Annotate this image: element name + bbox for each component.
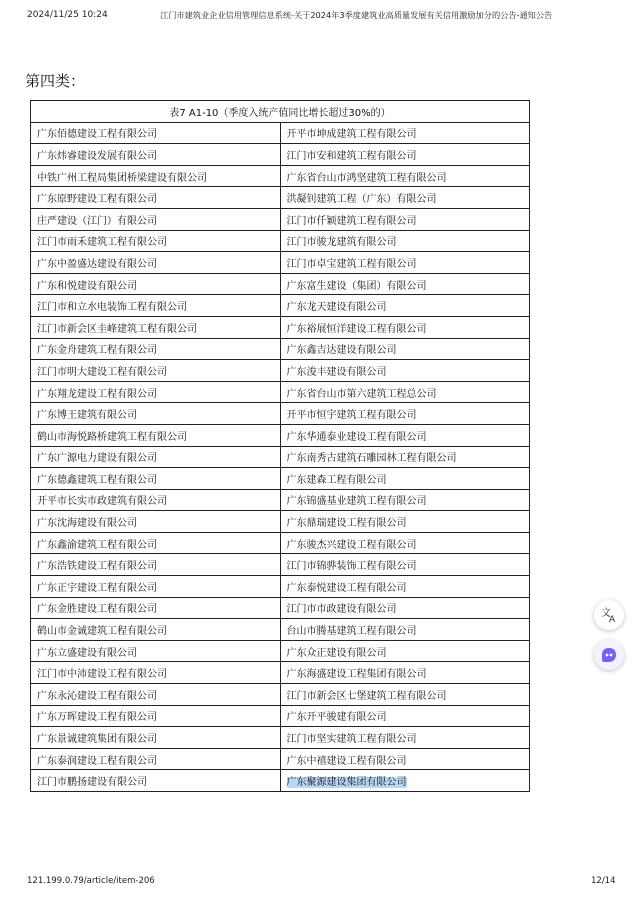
company-name: 开平市坤成建筑工程有限公司: [286, 129, 417, 141]
table-row: [31, 230, 530, 252]
company-name: 广东和悦建设有限公司: [37, 280, 137, 292]
company-cell-right: [280, 360, 530, 382]
company-cell-left: [31, 144, 281, 166]
company-name: 江门市锦骅装饰工程有限公司: [286, 561, 417, 573]
section-label: 第四类：: [25, 72, 86, 90]
print-footer-page: 12/14: [591, 876, 616, 886]
company-cell-left: [31, 489, 281, 511]
company-cell-left: [31, 316, 281, 338]
company-cell-right: [280, 532, 530, 554]
company-cell-left: [31, 640, 281, 662]
company-name: 江门市仟颖建筑工程有限公司: [286, 215, 417, 227]
company-cell-right: [280, 705, 530, 727]
table-row: [31, 338, 530, 360]
company-cell-left: [31, 338, 281, 360]
company-name: 广东裕展恒洋建设工程有限公司: [286, 323, 427, 335]
company-cell-right: [280, 748, 530, 770]
company-name: 江门市安和建筑工程有限公司: [286, 150, 417, 162]
company-cell-left: [31, 230, 281, 252]
company-name: 江门市市政建设有限公司: [286, 604, 397, 616]
company-cell-right: [280, 381, 530, 403]
table-row: [31, 360, 530, 382]
company-cell-right: [280, 640, 530, 662]
company-name: 广东泰润建设工程有限公司: [37, 755, 157, 767]
company-cell-left: [31, 208, 281, 230]
company-cell-right: [280, 511, 530, 533]
company-name: 开平市恒宇建筑工程有限公司: [286, 410, 417, 422]
company-name: 江门市雨禾建筑工程有限公司: [37, 237, 167, 249]
table-row: [31, 403, 530, 425]
company-cell-right: [280, 597, 530, 619]
table-row: [31, 122, 530, 144]
table-title: 表7 A1-10（季度入统产值同比增长超过30%的）: [31, 101, 530, 123]
company-cell-right: [280, 230, 530, 252]
company-name: 台山市腾基建筑工程有限公司: [286, 626, 417, 638]
table-row: [31, 273, 530, 295]
company-cell-left: [31, 273, 281, 295]
company-name: 江门市中沛建设工程有限公司: [37, 669, 167, 681]
table-row: [31, 511, 530, 533]
company-name: 广东中盈盛达建设有限公司: [37, 258, 157, 270]
company-cell-left: [31, 446, 281, 468]
company-name: 江门市鹏扬建设有限公司: [37, 777, 147, 789]
table-body: [31, 122, 530, 791]
company-cell-right: [280, 554, 530, 576]
table-row: [31, 208, 530, 230]
company-cell-left: [31, 360, 281, 382]
table-row: [31, 770, 530, 792]
company-cell-right: [280, 208, 530, 230]
company-name: 广东泰悦建设工程有限公司: [286, 582, 407, 594]
company-cell-left: [31, 532, 281, 554]
company-name: 广东金胜建设工程有限公司: [37, 604, 157, 616]
company-name: 广东佰德建设工程有限公司: [37, 129, 157, 141]
company-cell-left: [31, 705, 281, 727]
company-name: 广东德鑫建筑工程有限公司: [37, 474, 157, 486]
company-name: 广东沈海建设有限公司: [37, 518, 137, 530]
company-cell-left: [31, 468, 281, 490]
company-name: 广东海盛建设工程集团有限公司: [286, 669, 427, 681]
table-row: [31, 144, 530, 166]
table-row: [31, 684, 530, 706]
company-name: 广东鼎瑞建设工程有限公司: [286, 518, 407, 530]
company-cell-right: [280, 489, 530, 511]
table-row: [31, 619, 530, 641]
table-row: [31, 165, 530, 187]
company-cell-left: [31, 770, 281, 792]
company-name: 广东永沁建设工程有限公司: [37, 690, 157, 702]
print-header-title: 江门市建筑业企业信用管理信息系统-关于2024年3季度建筑业高质量发展有关信用激励加分的公告-通知公告: [160, 10, 553, 20]
assistant-icon: [599, 645, 619, 665]
company-name: 鹤山市海悦路桥建筑工程有限公司: [37, 431, 187, 443]
print-header-date: 2024/11/25 10:24: [27, 10, 108, 20]
company-cell-left: [31, 165, 281, 187]
company-cell-left: [31, 554, 281, 576]
company-name: 广东浩铁建设工程有限公司: [37, 561, 157, 573]
company-name: 中铁广州工程局集团桥梁建设有限公司: [37, 172, 207, 184]
company-name-highlighted: 广东聚源建设集团有限公司: [286, 777, 407, 789]
table-row: [31, 295, 530, 317]
company-cell-right: [280, 252, 530, 274]
company-cell-left: [31, 576, 281, 598]
table-row: [31, 446, 530, 468]
table-row: [31, 597, 530, 619]
company-name: 广东炜睿建设发展有限公司: [37, 150, 157, 162]
company-cell-left: [31, 424, 281, 446]
company-cell-left: [31, 252, 281, 274]
company-cell-left: [31, 597, 281, 619]
table-row: [31, 576, 530, 598]
company-name: 广东金舟建筑工程有限公司: [37, 345, 157, 357]
company-cell-right: [280, 273, 530, 295]
table-row: [31, 489, 530, 511]
table-row: [31, 554, 530, 576]
company-name: 广东富生建设（集团）有限公司: [286, 280, 427, 292]
company-cell-left: [31, 748, 281, 770]
table-row: [31, 187, 530, 209]
table-row: [31, 316, 530, 338]
company-cell-left: [31, 187, 281, 209]
table-row: [31, 705, 530, 727]
company-cell-left: [31, 511, 281, 533]
company-name: 广东省台山市第六建筑工程总公司: [286, 388, 437, 400]
company-name: 广东翔龙建设工程有限公司: [37, 388, 157, 400]
company-cell-left: [31, 403, 281, 425]
company-cell-right: [280, 144, 530, 166]
translate-icon: [600, 606, 618, 624]
table-row: [31, 381, 530, 403]
company-name: 广东鑫吉达建设有限公司: [286, 345, 397, 357]
company-cell-right: [280, 446, 530, 468]
table-row: [31, 748, 530, 770]
company-name: 广东众正建设有限公司: [286, 647, 387, 659]
company-cell-left: [31, 295, 281, 317]
company-name: 广东建森工程有限公司: [286, 474, 387, 486]
company-name: 广东中禧建设工程有限公司: [286, 755, 407, 767]
company-name: 广东骏杰兴建设工程有限公司: [286, 539, 417, 551]
company-name: 广东正宇建设工程有限公司: [37, 582, 157, 594]
company-name: 江门市新会区圭峰建筑工程有限公司: [37, 323, 197, 335]
company-name: 鹤山市金诚建筑工程有限公司: [37, 626, 167, 638]
company-cell-right: [280, 684, 530, 706]
company-name: 江门市和立水电装饰工程有限公司: [37, 302, 187, 314]
company-name: 江门市明大建设工程有限公司: [37, 366, 167, 378]
company-cell-right: [280, 187, 530, 209]
company-cell-right: [280, 770, 530, 792]
company-cell-right: [280, 122, 530, 144]
company-name: 江门市骏龙建筑有限公司: [286, 237, 397, 249]
company-name: 江门市卓宝建筑工程有限公司: [286, 258, 417, 270]
company-name: 广东景诚建筑集团有限公司: [37, 734, 157, 746]
company-cell-left: [31, 619, 281, 641]
table-row: [31, 640, 530, 662]
svg-text:文: 文: [601, 608, 611, 619]
company-cell-right: [280, 316, 530, 338]
company-cell-right: [280, 403, 530, 425]
company-name: 广东广源电力建设有限公司: [37, 453, 157, 465]
company-cell-left: [31, 662, 281, 684]
table-row: [31, 252, 530, 274]
company-name: 庄严建设（江门）有限公司: [37, 215, 157, 227]
company-name: 广东龙天建设有限公司: [286, 302, 387, 314]
assistant-button[interactable]: [594, 640, 624, 670]
company-name: 广东开平骏建有限公司: [286, 712, 387, 724]
company-cell-right: [280, 165, 530, 187]
company-cell-right: [280, 338, 530, 360]
company-cell-left: [31, 381, 281, 403]
company-cell-right: [280, 727, 530, 749]
table-row: [31, 468, 530, 490]
company-name: 广东鑫渝建筑工程有限公司: [37, 539, 157, 551]
company-name: 广东博王建筑有限公司: [37, 410, 137, 422]
table-row: [31, 424, 530, 446]
company-name: 广东华通泰业建设工程有限公司: [286, 431, 427, 443]
company-name: 江门市坚实建筑工程有限公司: [286, 734, 417, 746]
svg-text:A: A: [609, 615, 616, 624]
translate-button[interactable]: [594, 600, 624, 630]
company-name: 开平市长实市政建筑有限公司: [37, 496, 167, 508]
company-cell-left: [31, 727, 281, 749]
company-name: 广东原野建设工程有限公司: [37, 194, 157, 206]
company-table-container: [30, 100, 530, 792]
company-name: 广东锦盛基业建筑工程有限公司: [286, 496, 427, 508]
company-cell-right: [280, 295, 530, 317]
print-footer-url: 121.199.0.79/article/item-206: [27, 876, 155, 886]
company-cell-right: [280, 619, 530, 641]
company-name: 江门市新会区七堡建筑工程有限公司: [286, 690, 447, 702]
company-cell-right: [280, 576, 530, 598]
company-name: 洪凝钊建筑工程（广东）有限公司: [286, 194, 437, 206]
company-table: [30, 100, 530, 792]
company-name: 广东万晖建设工程有限公司: [37, 712, 157, 724]
company-cell-right: [280, 424, 530, 446]
company-cell-left: [31, 684, 281, 706]
company-name: 广东省台山市鸿坚建筑工程有限公司: [286, 172, 447, 184]
table-row: [31, 662, 530, 684]
company-name: 广东立盛建设有限公司: [37, 647, 137, 659]
company-cell-right: [280, 662, 530, 684]
company-cell-right: [280, 468, 530, 490]
company-name: 广东南秀古建筑石雕园林工程有限公司: [286, 453, 457, 465]
company-name: 广东浚丰建设有限公司: [286, 366, 387, 378]
table-row: [31, 532, 530, 554]
table-row: [31, 727, 530, 749]
company-cell-left: [31, 122, 281, 144]
